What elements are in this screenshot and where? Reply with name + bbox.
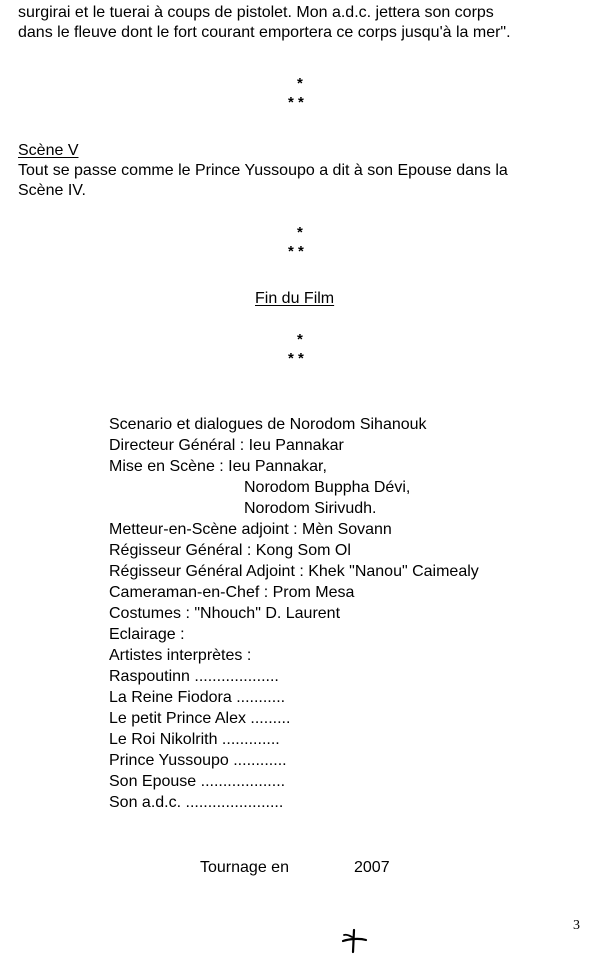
cast-line: Raspoutinn ................... — [109, 668, 279, 685]
cast-line: Son a.d.c. ...................... — [109, 794, 284, 811]
credit-line: Cameraman-en-Chef : Prom Mesa — [109, 584, 355, 601]
cast-line: Son Epouse ................... — [109, 773, 286, 790]
scene-text-line: Scène IV. — [18, 182, 86, 199]
separator-asterisk: * — [297, 224, 303, 241]
cast-line: La Reine Fiodora ........... — [109, 689, 286, 706]
credit-line: Scenario et dialogues de Norodom Sihanouk — [109, 416, 427, 433]
credit-line: Norodom Buppha Dévi, — [244, 479, 411, 496]
credit-line: Eclairage : — [109, 626, 185, 643]
credit-line: Norodom Sirivudh. — [244, 500, 377, 517]
cast-line: Le Roi Nikolrith ............. — [109, 731, 280, 748]
end-title: Fin du Film — [255, 290, 335, 307]
credit-line: Mise en Scène : Ieu Pannakar, — [109, 458, 327, 475]
body-text-line: surgirai et le tuerai à coups de pistolet. Mon a.d.c. jettera son corps — [18, 4, 494, 21]
credit-line: Costumes : "Nhouch" D. Laurent — [109, 605, 341, 622]
page-number: 3 — [573, 918, 580, 933]
credit-line: Metteur-en-Scène adjoint : Mèn Sovann — [109, 521, 392, 538]
separator-asterisk: * — [297, 75, 303, 92]
credit-line: Artistes interprètes : — [109, 647, 252, 664]
credit-line: Régisseur Général : Kong Som Ol — [109, 542, 351, 559]
separator-asterisks: * * — [288, 94, 304, 111]
separator-asterisks: * * — [288, 350, 304, 367]
separator-asterisks: * * — [288, 243, 304, 260]
credit-line: Régisseur Général Adjoint : Khek "Nanou" Caimealy — [109, 563, 479, 580]
shooting-label: Tournage en — [200, 859, 289, 876]
cast-line: Prince Yussoupo ............ — [109, 752, 287, 769]
cast-line: Le petit Prince Alex ......... — [109, 710, 291, 727]
separator-asterisk: * — [297, 331, 303, 348]
body-text-line: dans le fleuve dont le fort courant emportera ce corps jusqu'à la mer". — [18, 24, 511, 41]
shooting-year: 2007 — [354, 859, 390, 876]
scene-heading: Scène V — [18, 142, 79, 159]
scene-text-line: Tout se passe comme le Prince Yussoupo a dit à son Epouse dans la — [18, 162, 508, 179]
handwritten-mark-icon — [339, 926, 369, 956]
credit-line: Directeur Général : Ieu Pannakar — [109, 437, 344, 454]
